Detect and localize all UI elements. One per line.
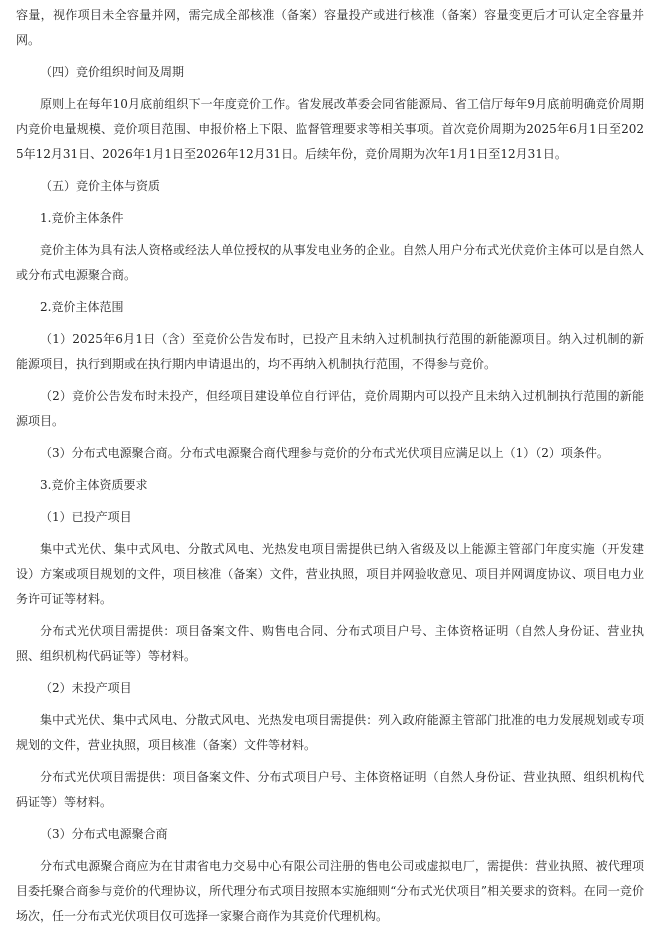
section-heading-subjects: （五）竞价主体与资质 [40,179,161,193]
paragraph-aggregator: 分布式电源聚合商应为在甘肃省电力交易中心有限公司注册的售电公司或虚拟电厂，需提供：营业执照、被代理项目委托聚合商参与竞价的代理协议，所代理分布式项目按照本实施细则“分布式光伏项目”相关要求的资料。在同一竞价场次，任一分布式光伏项目仅可选择一家聚合商作为其竞价代理机构。 [16,859,644,923]
subheading-scope: 2.竞价主体范围 [40,300,124,314]
paragraph-operational-distributed: 分布式光伏项目需提供：项目备案文件、购售电合同、分布式项目户号、主体资格证明（自然人身份证、营业执照、组织机构代码证等）等材料。 [16,624,644,663]
subheading-aggregator: （3）分布式电源聚合商 [40,827,168,841]
subheading-qualification: 3.竞价主体资质要求 [40,478,148,492]
paragraph-pending-centralized: 集中式光伏、集中式风电、分散式风电、光热发电项目需提供：列入政府能源主管部门批准的电力发展规划或专项规划的文件，营业执照，项目核准（备案）文件等材料。 [16,713,644,752]
paragraph-scope-3: （3）分布式电源聚合商。分布式电源聚合商代理参与竞价的分布式光伏项目应满足以上（1）（2）项条件。 [40,446,609,460]
subheading-operational-projects: （1）已投产项目 [40,510,132,524]
paragraph-schedule: 原则上在每年10月底前组织下一年度竞价工作。省发展改革委会同省能源局、省工信厅每年9月底前明确竞价周期内竞价电量规模、竞价项目范围、申报价格上下限、监督管理要求等相关事项。首次竞价周期为2025年6月1日至2025年12月31日、2026年1月1日至2026年12月31日。后续年份，竞价周期为次年1月1日至12月31日。 [16,97,644,161]
paragraph-operational-centralized: 集中式光伏、集中式风电、分散式风电、光热发电项目需提供已纳入省级及以上能源主管部门年度实施（开发建设）方案或项目规划的文件，项目核准（备案）文件，营业执照，项目并网验收意见、项目并网调度协议、项目电力业务许可证等材料。 [16,542,644,606]
paragraph-scope-2: （2）竞价公告发布时未投产，但经项目建设单位自行评估，竞价周期内可以投产且未纳入过机制执行范围的新能源项目。 [16,389,644,428]
paragraph-capacity-note: 容量，视作项目未全容量并网，需完成全部核准（备案）容量投产或进行核准（备案）容量变更后才可认定全容量并网。 [16,8,644,47]
subheading-conditions: 1.竞价主体条件 [40,211,124,225]
paragraph-scope-1: （1）2025年6月1日（含）至竞价公告发布时，已投产且未纳入过机制执行范围的新能源项目。纳入过机制的新能源项目，执行到期或在执行期内申请退出的，均不再纳入机制执行范围，不得参与竞价。 [16,332,644,371]
section-heading-schedule: （四）竞价组织时间及周期 [40,65,185,79]
paragraph-conditions: 竞价主体为具有法人资格或经法人单位授权的从事发电业务的企业。自然人用户分布式光伏竞价主体可以是自然人或分布式电源聚合商。 [16,243,644,282]
paragraph-pending-distributed: 分布式光伏项目需提供：项目备案文件、分布式项目户号、主体资格证明（自然人身份证、营业执照、组织机构代码证等）等材料。 [16,770,644,809]
subheading-pending-projects: （2）未投产项目 [40,681,132,695]
